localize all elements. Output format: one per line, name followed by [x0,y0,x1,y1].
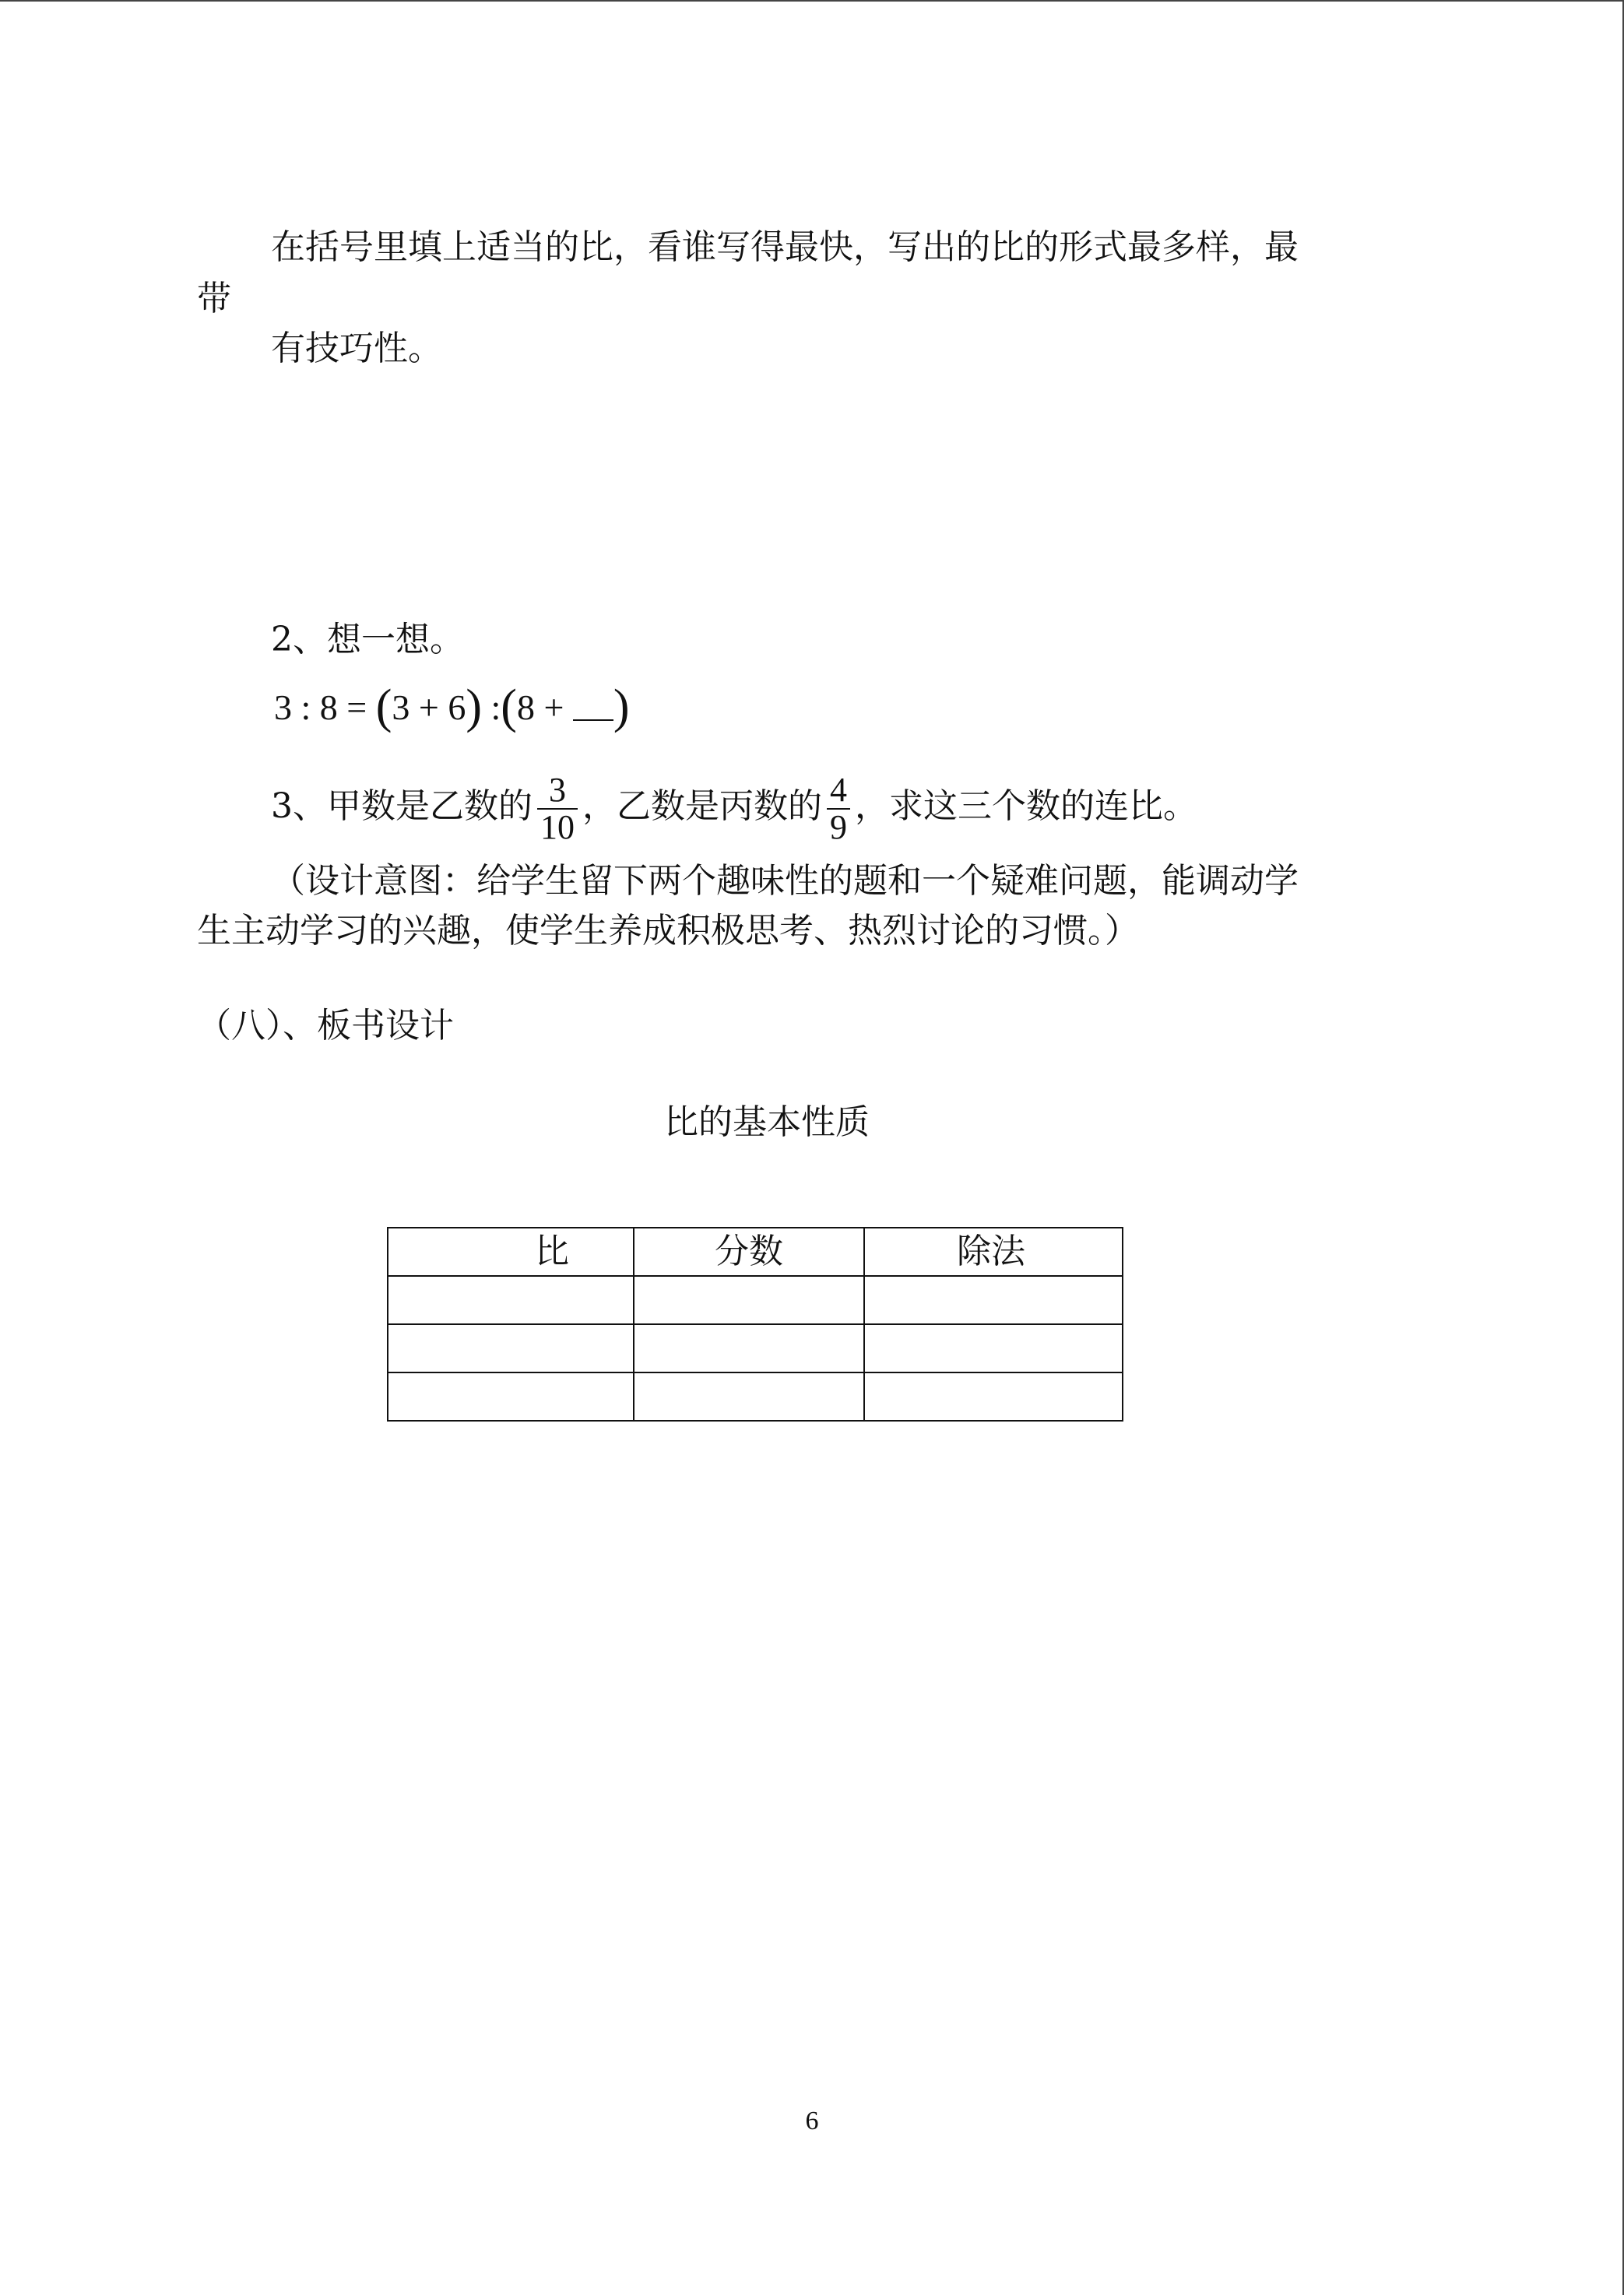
table-header-row [388,1228,1123,1276]
section-heading-board-design: （八）、板书设计 [197,1006,454,1046]
q3-suffix: ，求这三个数的连比。 [855,786,1197,826]
table-cell [634,1372,864,1421]
fraction-denominator: 9 [830,807,847,846]
table-cell [864,1372,1123,1421]
fraction-4-9 [827,772,850,845]
equation-paren1-body: 3 + 6 [392,687,466,727]
paren-close-2: ) [613,680,630,733]
design-intent-line-2: 生主动学习的兴趣，使学生养成积极思考、热烈讨论的习惯。） [197,911,1139,951]
table-cell [864,1276,1123,1324]
equation-paren2-body: 8 + [516,687,564,727]
header-ratio: 比 [388,1228,634,1276]
board-title: 比的基本性质 [664,1102,870,1142]
table-cell [634,1324,864,1372]
question-2-title: 2、想一想。 [271,620,464,659]
ratio-equation [274,680,630,733]
fraction-numerator: 3 [537,772,578,810]
table-cell [634,1276,864,1324]
fraction-numerator: 4 [827,772,850,810]
equation-left: 3 : 8 = [274,687,367,727]
paren-open-1: ( [375,680,392,733]
table-cell [388,1276,634,1324]
paren-open-2: ( [501,680,517,733]
table-cell [388,1324,634,1372]
question-3 [271,766,1197,847]
table-cell [864,1324,1123,1372]
header-fraction: 分数 [634,1228,864,1276]
equation-colon: : [490,687,501,727]
paren-close-1: ) [466,680,482,733]
fraction-denominator: 10 [540,807,575,846]
paragraph-line-1: 在括号里填上适当的比，看谁写得最快，写出的比的形式最多样，最 [271,227,1299,267]
fraction-3-10 [537,772,578,845]
q3-prefix: 3、甲数是乙数的 [271,786,533,826]
header-division: 除法 [864,1228,1123,1276]
board-table [387,1227,1123,1422]
paragraph-line-2: 带 [197,279,231,318]
table-row [388,1324,1123,1372]
table-cell [388,1372,634,1421]
answer-blank[interactable] [573,688,613,721]
table-row [388,1372,1123,1421]
design-intent-line-1: （设计意图：给学生留下两个趣味性的题和一个疑难问题，能调动学 [271,861,1299,901]
table-row [388,1276,1123,1324]
paragraph-line-3: 有技巧性。 [271,329,442,368]
page-number: 6 [805,2107,819,2135]
q3-mid: ，乙数是丙数的 [582,786,822,826]
